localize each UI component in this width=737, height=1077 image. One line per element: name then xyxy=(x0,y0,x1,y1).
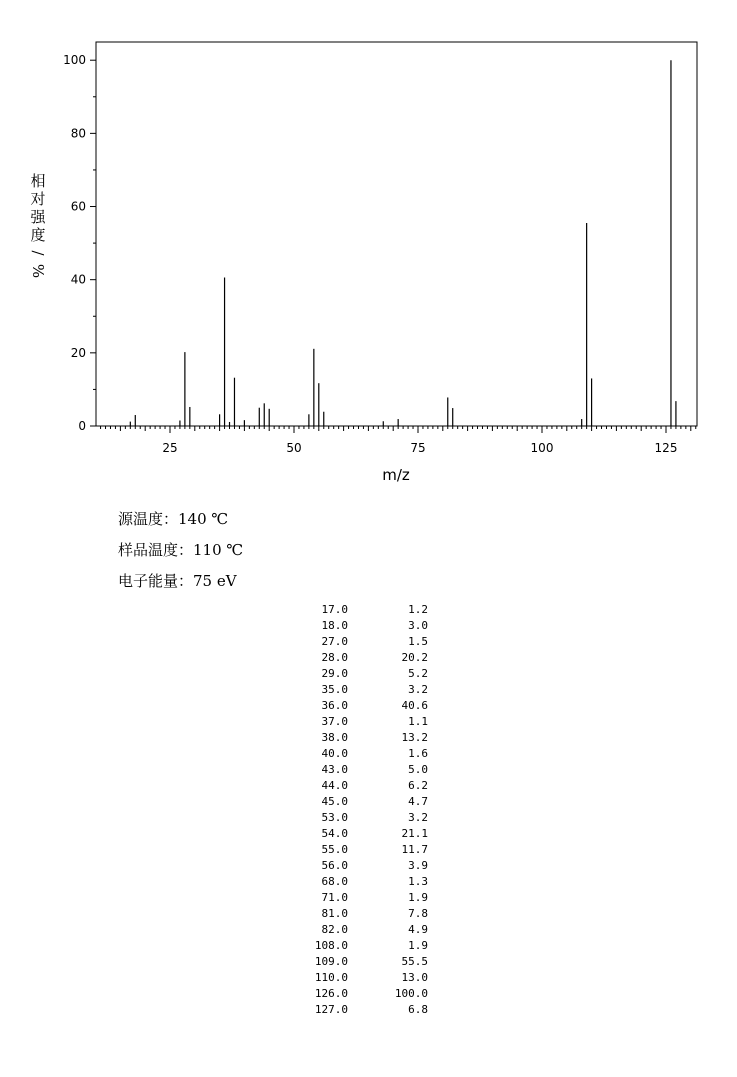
peak-intensity-value: 55.5 xyxy=(401,955,428,968)
peak-table xyxy=(300,602,428,1018)
peak-intensity-value: 6.8 xyxy=(408,1003,428,1016)
peak-mz-value: 71.0 xyxy=(321,891,348,904)
peak-intensity-value: 7.8 xyxy=(408,907,428,920)
peak-mz-value: 110.0 xyxy=(314,971,348,984)
peak-mz-value: 127.0 xyxy=(314,1003,348,1016)
peak-mz-value: 29.0 xyxy=(321,667,348,680)
peak-table-row xyxy=(300,922,428,938)
peak-mz-value: 44.0 xyxy=(321,779,348,792)
peak-intensity-value: 1.3 xyxy=(408,875,428,888)
x-tick-label: 100 xyxy=(530,441,554,455)
mass-spectrum-chart xyxy=(0,0,737,500)
y-tick-label: 80 xyxy=(70,126,86,141)
peak-mz-value: 38.0 xyxy=(321,731,348,744)
y-axis-label-char: 强 xyxy=(30,208,46,226)
y-tick-label: 0 xyxy=(78,419,86,433)
peak-table-row xyxy=(300,954,428,970)
peak-intensity-value: 4.9 xyxy=(408,923,428,936)
peak-mz-value: 82.0 xyxy=(321,923,348,936)
peak-intensity-value: 1.2 xyxy=(408,603,428,616)
peak-table-row xyxy=(300,858,428,874)
peak-intensity-value: 13.0 xyxy=(401,971,428,984)
peak-table-row xyxy=(300,1002,428,1018)
peak-table-row xyxy=(300,682,428,698)
peak-intensity-value: 1.5 xyxy=(408,635,428,648)
peak-intensity-value: 1.9 xyxy=(408,939,428,952)
peak-table-row xyxy=(300,730,428,746)
peak-mz-value: 68.0 xyxy=(321,875,348,888)
peak-mz-value: 81.0 xyxy=(321,907,348,920)
y-tick-label: 20 xyxy=(70,345,86,360)
peak-table-row xyxy=(300,650,428,666)
peak-table-row xyxy=(300,906,428,922)
peak-mz-value: 56.0 xyxy=(321,859,348,872)
peak-mz-value: 109.0 xyxy=(314,955,348,968)
peak-table-row xyxy=(300,714,428,730)
x-tick-label: 25 xyxy=(162,441,178,455)
peak-mz-value: 35.0 xyxy=(321,683,348,696)
peak-mz-value: 40.0 xyxy=(321,747,348,760)
peak-mz-value: 55.0 xyxy=(321,843,348,856)
peak-intensity-value: 3.0 xyxy=(408,619,428,632)
y-tick-label: 100 xyxy=(63,53,86,68)
peak-intensity-value: 21.1 xyxy=(401,827,428,840)
peak-mz-value: 18.0 xyxy=(321,619,348,632)
source-temp-text: 源温度：140 ℃ xyxy=(118,510,229,528)
peak-mz-value: 53.0 xyxy=(321,811,348,824)
peak-mz-value: 43.0 xyxy=(321,763,348,776)
peak-mz-value: 126.0 xyxy=(314,987,348,1000)
peak-intensity-value: 5.2 xyxy=(408,667,428,680)
peak-mz-value: 37.0 xyxy=(321,715,348,728)
peak-mz-value: 54.0 xyxy=(321,827,348,840)
peak-mz-value: 45.0 xyxy=(321,795,348,808)
x-tick-label: 125 xyxy=(654,441,678,455)
peak-table-row xyxy=(300,970,428,986)
peak-table-row xyxy=(300,698,428,714)
peak-mz-value: 28.0 xyxy=(321,651,348,664)
peak-intensity-value: 3.9 xyxy=(408,859,428,872)
y-axis xyxy=(63,53,96,433)
peak-intensity-value: 1.1 xyxy=(408,715,428,728)
peak-table-row xyxy=(300,794,428,810)
peak-table-row xyxy=(300,874,428,890)
sample-temp-text: 样品温度：110 ℃ xyxy=(118,541,244,559)
peak-mz-value: 27.0 xyxy=(321,635,348,648)
peak-table-row xyxy=(300,826,428,842)
peak-intensity-value: 3.2 xyxy=(408,811,428,824)
x-axis xyxy=(101,426,696,455)
peak-mz-value: 36.0 xyxy=(321,699,348,712)
x-axis-label: m/z xyxy=(382,466,410,484)
peak-table-row xyxy=(300,618,428,634)
peak-table-row xyxy=(300,762,428,778)
x-tick-label: 75 xyxy=(410,441,426,455)
y-axis-label-char: / xyxy=(29,250,47,256)
peak-intensity-value: 5.0 xyxy=(408,763,428,776)
y-axis-label-char: 相 xyxy=(30,172,46,190)
peak-intensity-value: 11.7 xyxy=(401,843,428,856)
peak-table-row xyxy=(300,778,428,794)
peak-table-row xyxy=(300,810,428,826)
peak-intensity-value: 3.2 xyxy=(408,683,428,696)
y-tick-label: 60 xyxy=(70,199,86,214)
peak-mz-value: 17.0 xyxy=(321,603,348,616)
y-tick-label: 40 xyxy=(70,272,86,287)
peak-intensity-value: 20.2 xyxy=(401,651,428,664)
peak-table-row xyxy=(300,938,428,954)
y-axis-label xyxy=(26,172,50,280)
peak-intensity-value: 100.0 xyxy=(394,987,428,1000)
peak-mz-value: 108.0 xyxy=(314,939,348,952)
plot-frame xyxy=(96,42,697,426)
peak-table-row xyxy=(300,634,428,650)
y-axis-label-char: % xyxy=(29,263,47,279)
y-axis-label-char: 度 xyxy=(30,226,46,244)
peak-table-row xyxy=(300,746,428,762)
peak-intensity-value: 4.7 xyxy=(408,795,428,808)
peak-table-row xyxy=(300,842,428,858)
x-tick-label: 50 xyxy=(286,441,302,455)
peak-table-row xyxy=(300,986,428,1002)
peak-table-row xyxy=(300,666,428,682)
electron-energy-text: 电子能量：75 eV xyxy=(118,572,237,590)
peak-bars xyxy=(130,60,676,426)
peak-table-row xyxy=(300,602,428,618)
y-axis-label-char: 对 xyxy=(30,190,46,208)
peak-table-row xyxy=(300,890,428,906)
peak-intensity-value: 1.9 xyxy=(408,891,428,904)
peak-intensity-value: 6.2 xyxy=(408,779,428,792)
peak-intensity-value: 13.2 xyxy=(401,731,428,744)
peak-intensity-value: 40.6 xyxy=(401,699,428,712)
peak-intensity-value: 1.6 xyxy=(408,747,428,760)
